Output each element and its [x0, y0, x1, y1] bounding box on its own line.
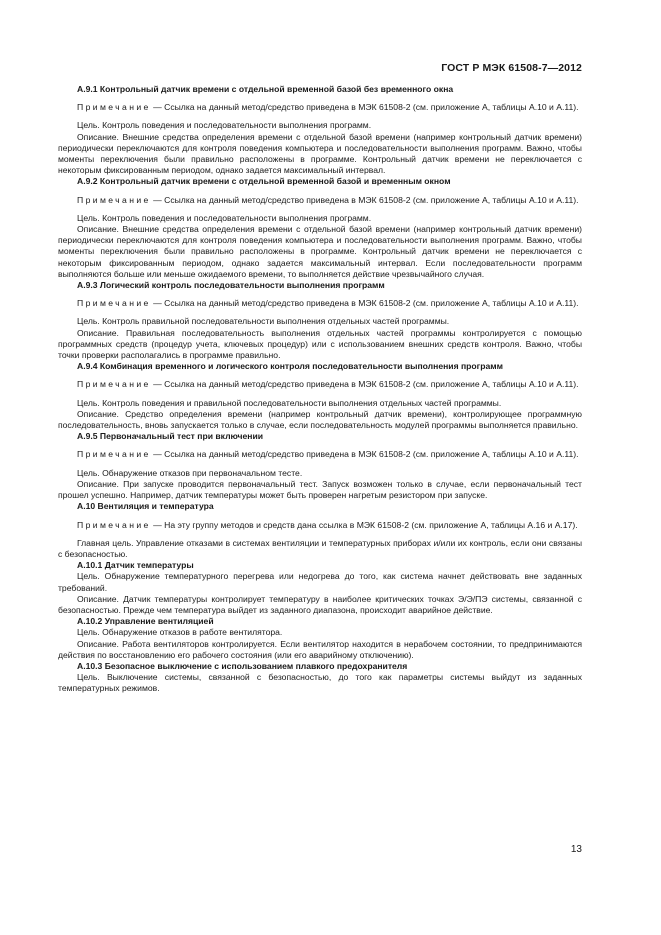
note-paragraph: [58, 298, 582, 309]
note-text: — Ссылка на данный метод/средство приведена в МЭК 61508-2 (см. приложение А, таблицы А.10 и А.11).: [150, 298, 579, 309]
note-paragraph: [58, 449, 582, 460]
body-paragraph: Описание. Средство определения времени (например контрольный датчик времени), контролирующее программную последовательность, вновь запускается только в случае, если последовательность модулей программы выполняется правильно.: [58, 408, 582, 431]
note-text: — Ссылка на данный метод/средство приведена в МЭК 61508-2 (см. приложение А, таблицы А.10 и А.11).: [150, 102, 579, 113]
body-paragraph: Главная цель. Управление отказами в системах вентиляции и температурных приборах и/или их контроль, если они связаны с безопасностью.: [58, 537, 582, 559]
note-paragraph: [58, 102, 582, 113]
section-heading: А.10.1 Датчик температуры: [77, 560, 194, 571]
section-heading: А.9.1 Контрольный датчик времени с отдельной временной базой без временного окна: [77, 84, 454, 94]
section-heading: А.9.5 Первоначальный тест при включении: [77, 431, 264, 442]
section-heading: А.10.2 Управление вентиляцией: [77, 616, 214, 627]
body-paragraph: Цель. Обнаружение отказов при первоначальном тесте.: [77, 467, 303, 478]
body-paragraph: Цель. Контроль поведения и последовательности выполнения программ.: [77, 120, 372, 131]
note-label: Примечание: [77, 379, 151, 390]
body-paragraph: Цель. Контроль правильной последовательности выполнения отдельных частей программы.: [77, 316, 450, 327]
body-paragraph: Описание. Датчик температуры контролирует температуру в наиболее критических точках Э/Э/ПЭ системы, связанной с безопасностью. Прежде чем температура выйдет из заданного диапазона, происходит аварийное действие.: [58, 593, 582, 615]
body-paragraph: Описание. Внешние средства определения времени с отдельной базой времени (например контрольный датчик времени) периодически переключаются для контроля поведения компьютера и последовательности выполнения программ. Важно, чтобы моменты переключения были правильно расположены в программе. Контрольный датчик времени не переключается с некоторым фиксированным периодом, однако задается максимальный интервал.: [58, 131, 582, 176]
page-number: 13: [570, 844, 582, 855]
section-heading: А.10.3 Безопасное выключение с использованием плавкого предохранителя: [77, 660, 408, 671]
note-label: Примечание: [77, 449, 151, 460]
note-text: — Ссылка на данный метод/средство приведена в МЭК 61508-2 (см. приложение А, таблицы А.10 и А.11).: [150, 449, 579, 460]
body-paragraph: Описание. Работа вентиляторов контролируется. Если вентилятор находится в нерабочем состоянии, то предпринимаются действия по восстановлению его рабочего состояния (или его аварийному отключению).: [58, 638, 582, 660]
body-paragraph: Цель. Обнаружение температурного перегрева или недогрева до того, как система начнет действовать вне заданных требований.: [58, 571, 582, 593]
body-paragraph: Описание. Правильная последовательность выполнения отдельных частей программы контролируется с помощью программных средств (процедур учета, ключевых процедур) или с использованием внешних средств контроля. Важно, чтобы точки проверки располагались в программе правильно.: [58, 327, 582, 361]
note-label: Примечание: [77, 298, 151, 309]
section-heading: А.9.4 Комбинация временного и логического контроля последовательности выполнения программ: [77, 361, 504, 372]
body-paragraph: Цель. Обнаружение отказов в работе вентилятора.: [77, 627, 283, 638]
note-text: — Ссылка на данный метод/средство приведена в МЭК 61508-2 (см. приложение А, таблицы А.10 и А.11).: [150, 379, 579, 390]
body-paragraph: Цель. Контроль поведения и последовательности выполнения программ.: [77, 212, 372, 223]
page-body: [58, 84, 582, 695]
note-label: Примечание: [77, 194, 151, 205]
body-paragraph: Цель. Выключение системы, связанной с безопасностью, до того как параметры системы выйдут из заданных температурных режимов.: [58, 672, 582, 694]
section-heading: А.9.3 Логический контроль последовательности выполнения программ: [77, 280, 385, 291]
note-paragraph: [58, 379, 582, 390]
note-text: — Ссылка на данный метод/средство приведена в МЭК 61508-2 (см. приложение А, таблицы А.10 и А.11).: [150, 194, 579, 205]
document-code-header: ГОСТ Р МЭК 61508-7—2012: [441, 62, 582, 74]
section-heading: А.9.2 Контрольный датчик времени с отдельной временной базой и временным окном: [77, 176, 451, 187]
body-paragraph: Описание. При запуске проводится первоначальный тест. Запуск возможен только в случае, если первоначальный тест прошел успешно. Например, датчик температуры может быть проверен нагретым резистором при запуске.: [58, 478, 582, 501]
note-paragraph: [58, 520, 582, 531]
section-heading: А.10 Вентиляция и температура: [77, 501, 214, 512]
body-paragraph: Описание. Внешние средства определения времени с отдельной базой времени (например контрольный датчик времени) периодически переключаются для контроля поведения компьютера и последовательности выполнения программ. Важно, чтобы моменты переключения были правильно расположены в программе. Контрольный датчик времени не переключается с некоторым фиксированным периодом, однако задается максимальный интервал. Если последовательности программ выполняются больше или меньше ожидаемого времени, то выполняется действие чрезвычайного случая.: [58, 224, 582, 279]
note-paragraph: [58, 195, 582, 206]
note-text: — На эту группу методов и средств дана ссылка в МЭК 61508-2 (см. приложение А, таблицы А.16 и А.17).: [150, 519, 578, 530]
body-paragraph: Цель. Контроль поведения и правильной последовательности выполнения отдельных частей программы.: [77, 397, 502, 408]
note-label: Примечание: [77, 519, 151, 530]
note-label: Примечание: [77, 102, 151, 113]
